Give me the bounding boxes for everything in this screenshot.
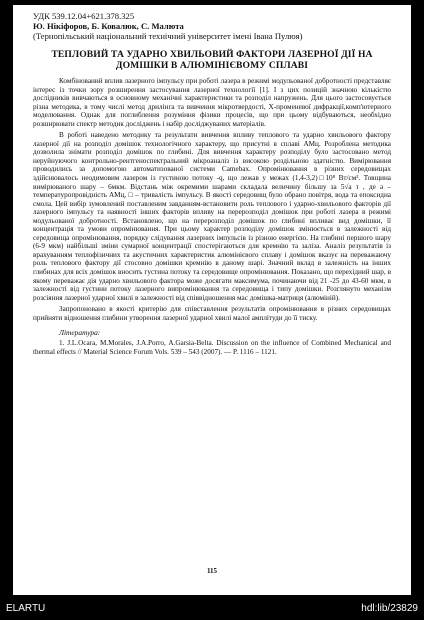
literature-item: 1. J.L.Ocara, M.Morales, J.A.Porro, A.Garsia-Belta. Discussion on the influence of Combined Mechanical and thermal effects // Material Science Forum Vols. 539 – 543 (2007). — P. 1116 – 1121.	[33, 339, 391, 356]
literature-heading: Література:	[59, 328, 101, 338]
paragraph-main: В роботі наведено методику та результати вивчення впливу теплового та ударно хвильового фактору лазерної дії на розподіл домішок технологічного характеру, що присутні в сплаві АМц. Розроблена методика дозволила знімати розподіл домішок по глибині. Для вивчення характеру розподілу було застосовано метод неруйнуючого контрольно-рентгеноспектральний мікроаналіз із високою роздільною здатністю. Вимірювання проводились за допомогою автоматизованої системи Camebax. Опромінювання в різних середовищах здійснювалось неодимовим лазером із густиною потоку -q, що лежав у межах (1,4-3,2)□10⁸ Вт/см². Товщина вимірюваного шару – 6мкм. Відстань між окремими шарами складала величину більшу за 5√a τ , де а – температуропровідність АМц, □ – тривалість імпульсу. В якості середовищ було обрано повітря, вода та епоксидна смола. Цей вибір зумовлений поставленим завданням-встановити роль теплового і ударно-хвильового факторів дії лазерного імпульсу та наявності інших факторів впливу на перерозподіл домішок при роботі лазера в режимі модульованої добротності. Встановлено, що на перерозподіл домішок по глибині впливає вид домішки, її концентрація та умови опромінювання. При цьому характер розподілу домішок змінюється в залежності від середовища опромінювання, порядку слідування лазерних імпульсів із різною енергією. На глибині першого шару (6-9 мкм) найбільші зміни сумарної концентрації спостерігаються для кремнію та заліза. Аналіз результатів із врахуванням теплофізичних та акустичних характеристик алюмінієвого сплаву і домішок вказує на переважаючу роль теплового фактору дії стосовно домішки кремнію в даному шарі. Значний вклад в залежність на інших глибинах для всіх домішок вносить густина потоку та середовище опромінювання. Показано, що перехідний шар, в якому переважає дія ударно хвильового фактора може досягати максимума, починаючи від 21 -25 до 43-60 мкм, в залежності від густини потоку лазерного випромінювання та середовища і типу домішки. Розглянуто механізм розсіяння лазерної ударної хвилі в залежності від співвідношення мас домішка-матриця (алюміній).	[33, 131, 391, 302]
affiliation: (Тернопільський національний технічний університет імені Івана Пулюя)	[33, 31, 303, 41]
authors: Ю. Нікіфоров, Б. Ковалюк, С. Малюта	[33, 21, 184, 31]
footer-repository-label: ELARTU	[6, 603, 46, 614]
footer-handle: hdl:lib/23829	[361, 603, 418, 614]
page-number: 115	[206, 567, 218, 575]
paragraph-conclusion: Запропоновано в якості критерію для співставлення результатів опромінювання в різних середовищах прийняти відношення глибини утворення лазерної ударної хвилі малої амплітуди до її тиску.	[33, 305, 391, 322]
document-page	[13, 5, 411, 595]
paragraph-intro: Комбінований вплив лазерного імпульсу при роботі лазера в режимі модульованої добротності представляє інтерес із точки зору розширення застосування лазерної технології [1]. І з цих позицій значною кількістю дослідників вивчаються в основному механічні характеристики та розподіл напружень. Для цього застосовується різна методика, в тому числі метод дрилінга та вивчення мікротвердості, Х-променевої дифракції,комп'ютерного моделювання. Однак для поглиблення розуміння фізики процесів, що при цьому відбуваються, необхідно розширювати спектр методик досліджень і набір досліджуваних матеріалів.	[33, 77, 391, 128]
udc-code: УДК 539.12.04+621.378.325	[33, 11, 135, 21]
article-title: ТЕПЛОВИЙ ТА УДАРНО ХВИЛЬОВИЙ ФАКТОРИ ЛАЗЕРНОЇ ДІЇ НА ДОМІШКИ В АЛЮМІНІЄВОМУ СПЛАВІ	[51, 49, 373, 71]
